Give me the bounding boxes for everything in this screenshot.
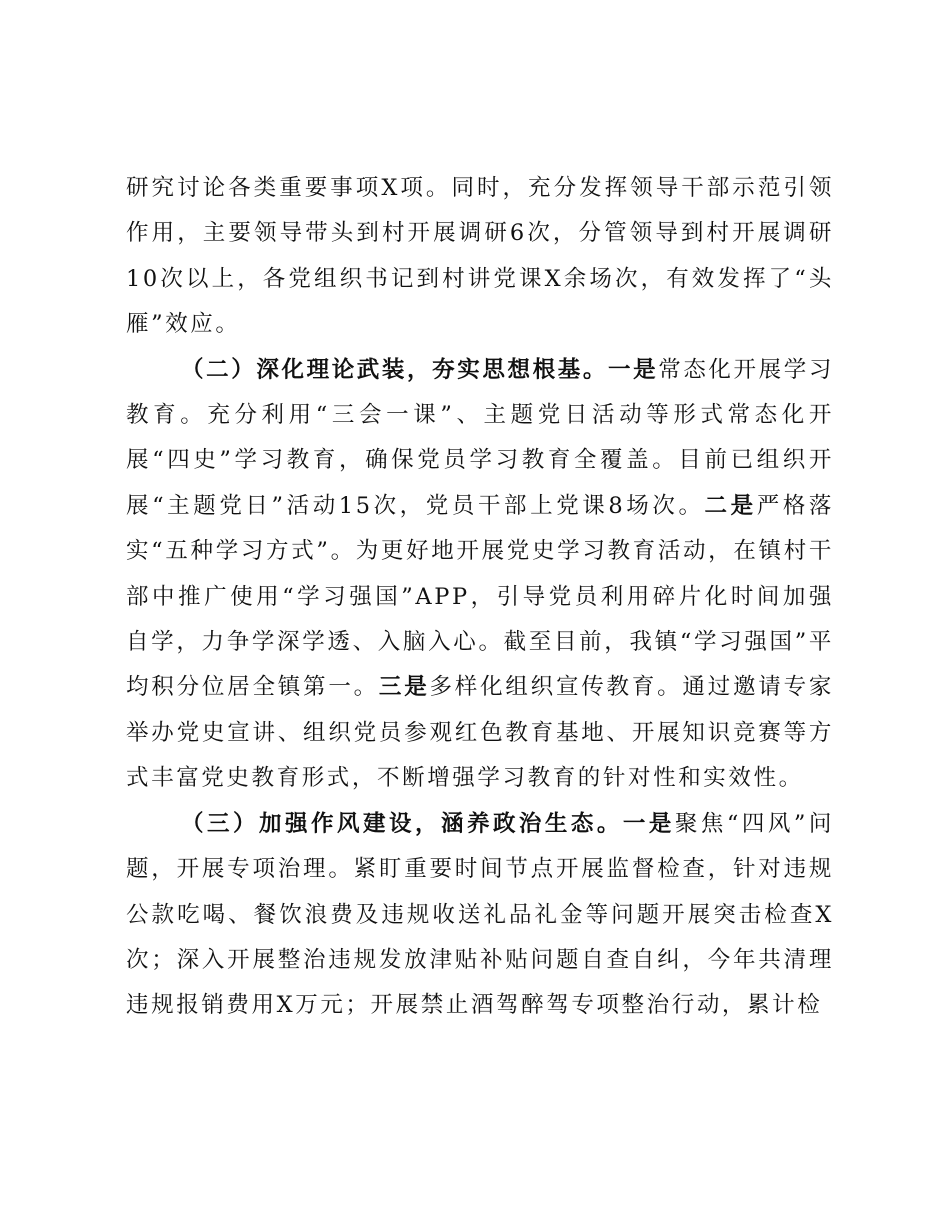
paragraph-1 <box>126 166 834 348</box>
paragraph-text: 聚焦“四风”问题，开展专项治理。紧盯重要时间节点开展监督检查，针对违规公款吃喝、餐饮浪费及违规收送礼品礼金等问题开展突击检查X次；深入开展整治违规发放津贴补贴问题自查自纠，今年共清理违规报销费用X万元；开展禁止酒驾醉驾专项整治行动，累计检 <box>126 810 834 1019</box>
section-heading: （三）加强作风建设，涵养政治生态。 <box>181 810 623 837</box>
bold-ordinal: 二是 <box>704 492 757 519</box>
bold-ordinal: 三是 <box>378 674 430 701</box>
paragraph-text: 研究讨论各类重要事项X项。同时，充分发挥领导干部示范引领作用，主要领导带头到村开展调研6次，分管领导到村开展调研10次以上，各党组织书记到村讲党课X余场次，有效发挥了“头雁”效应。 <box>126 175 834 338</box>
paragraph-text: 严格落实“五种学习方式”。为更好地开展党史学习教育活动，在镇村干部中推广使用“学习强国”APP，引导党员利用碎片化时间加强自学，力争学深学透、入脑入心。截至目前，我镇“学习强国”平均积分位居全镇第一。 <box>126 492 835 701</box>
bold-ordinal: 一是 <box>622 810 675 837</box>
paragraph-text: 常态化开展学习教育。充分利用“三会一课”、主题党日活动等形式常态化开展“四史”学习教育，确保党员学习教育全覆盖。目前已组织开展“主题党日”活动15次，党员干部上党课8场次。 <box>126 356 834 519</box>
document-body <box>126 166 834 1029</box>
paragraph-text: 多样化组织宣传教育。通过邀请专家举办党史宣讲、组织党员参观红色教育基地、开展知识竞赛等方式丰富党史教育形式，不断增强学习教育的针对性和实效性。 <box>126 674 834 792</box>
section-heading: （二）深化理论武装，夯实思想根基。 <box>181 356 608 383</box>
paragraph-2 <box>126 348 834 802</box>
bold-ordinal: 一是 <box>607 356 659 383</box>
paragraph-3 <box>126 802 834 1029</box>
